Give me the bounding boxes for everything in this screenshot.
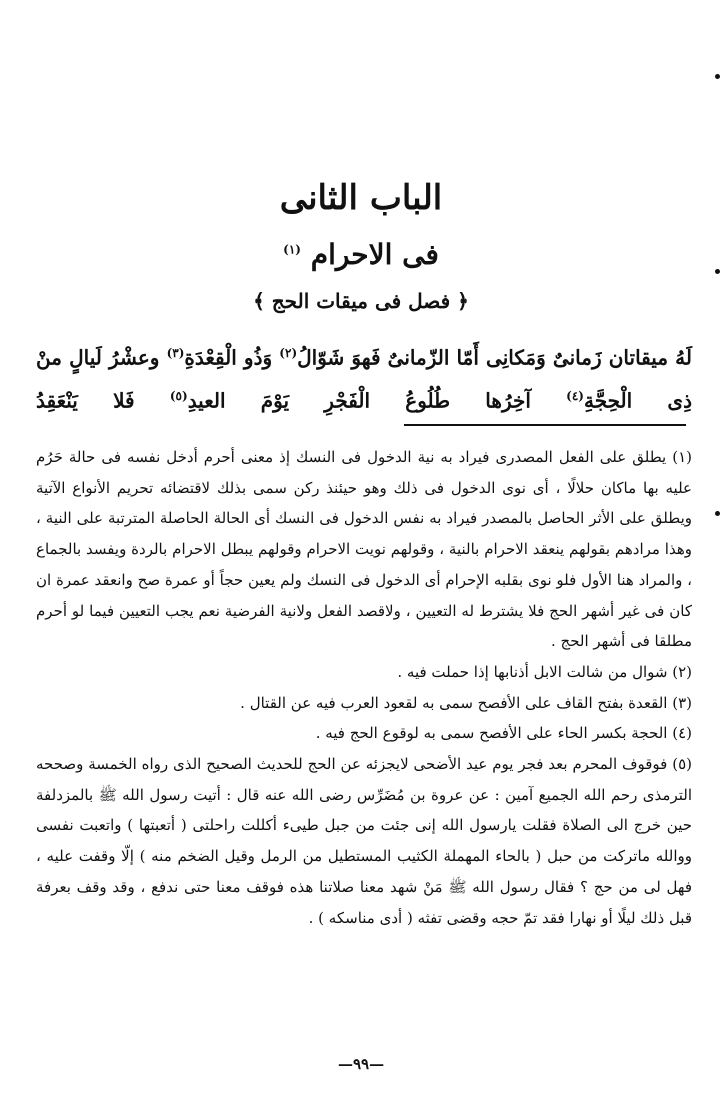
margin-mark: [715, 74, 720, 79]
main-text: [36, 334, 692, 419]
page-number: —٩٩—: [337, 1055, 385, 1073]
fasl-title: ﴿ فصل فى ميقات الحج ﴾: [253, 289, 469, 313]
section-title-text: فى الاحرام: [310, 238, 439, 271]
footnote-1: (١) يطلق على الفعل المصدرى فيراد به نية الدخول فى النسك إذ معنى أحرم أدخل نفسه فى حالة حَرُم عليه بها ماكان حلالًا ، أى نوى الدخول فى ذلك وهو حيئنذ ركن سمى بذلك لاقتضائه تحريم الأنواع الآتية ويطلق على الأثر الحاصل بالمصدر فيراد به نفس الدخول فى النسك أى الحالة الحاصلة المترتبة على النية ، وهذا مرادهم بقولهم ينعقد الاحرام بالنية ، وقولهم نويت الاحرام وقولهم يبطل الاحرام بالردة ويفسد بالجماع ، والمراد هنا الأول فلو نوى بقلبه الإحرام أى الدخول فى النسك ولم يعين حجاً أو عمرة صح وانعقد عمرة ان كان فى غير أشهر الحج فلا يشترط له التعيين ، ولاقصد الفعل ولانية الفرضية نعم يجب التعيين فيما لو أحرم مطلقا فى أشهر الحج .: [36, 448, 693, 651]
main-text-line2b: آخِرُها طُلُوعُ الْفَجْرِ يَوْمَ العيدِ: [187, 388, 531, 413]
footnote-ref-5: (٥): [169, 388, 188, 403]
main-text-line1b: وَذُو الْقِعْدَةِ: [184, 345, 273, 370]
margin-mark: [715, 269, 720, 274]
footnote-4: (٤) الحجة بكسر الحاء على الأفصح سمى به لوقوع الحج فيه .: [315, 724, 692, 743]
main-text-line2c: فَلا يَنْعَقِدُ: [36, 388, 135, 413]
footnote-2: (٢) شوال من شالت الابل أذنابها إذا حملت فيه .: [397, 662, 692, 681]
footnote-divider: [404, 424, 686, 426]
footnote-3: (٣) القعدة بفتح القاف على الأفصح سمى به لقعود العرب فيه عن القتال .: [240, 693, 692, 712]
main-text-line1: لَهُ ميقاتان زَمانىٌ وَمَكانِى أَمّا الزّمانىٌ فَهوَ شَوّالُ: [297, 345, 693, 370]
footnotes: [36, 442, 692, 933]
footnote-ref-4: (٤): [566, 388, 584, 403]
main-text-line2: وعشْرُ لَيالٍ منْ ذِى الْحِجَّةِ: [36, 345, 692, 413]
chapter-title: الباب الثانى: [279, 178, 443, 218]
section-title: [60, 238, 662, 271]
footnote-ref-1: (١): [283, 242, 301, 257]
footnote-ref-2: (٢): [279, 346, 298, 360]
footnote-ref-3: (٣): [166, 346, 185, 360]
margin-mark: [715, 511, 720, 516]
footnote-5: (٥) فوقوف المحرم بعد فجر يوم عيد الأضحى لايجزئه عن الحج للحديث الصحيح الذى رواه الخمسة وصححه الترمذى رحم الله الجميع آمين : عن عروة بن مُضَرِّس رضى الله عنه قال : أتيت رسول الله ﷺ بالمزدلفة حين خرج الى الصلاة فقلت يارسول الله إنى جئت من جبل طيىء أكللت راحلتى ( أتعبتها ) واتعبت نفسى ووالله ماتركت من حبل ( بالحاء المهملة الكثيب المستطيل من الرمل وقيل الضخم منه ) إلّا وقفت عليه ، فهل لى من حج ؟ فقال رسول الله ﷺ مَنْ شهد معنا صلاتنا هذه فوقف معنا حتى ندفع ، وقد وقف بعرفة قبل ذلك ليلًا أو نهارا فقد تمّ حجه وقضى تفثه ( أدى مناسكه ) .: [36, 755, 692, 927]
